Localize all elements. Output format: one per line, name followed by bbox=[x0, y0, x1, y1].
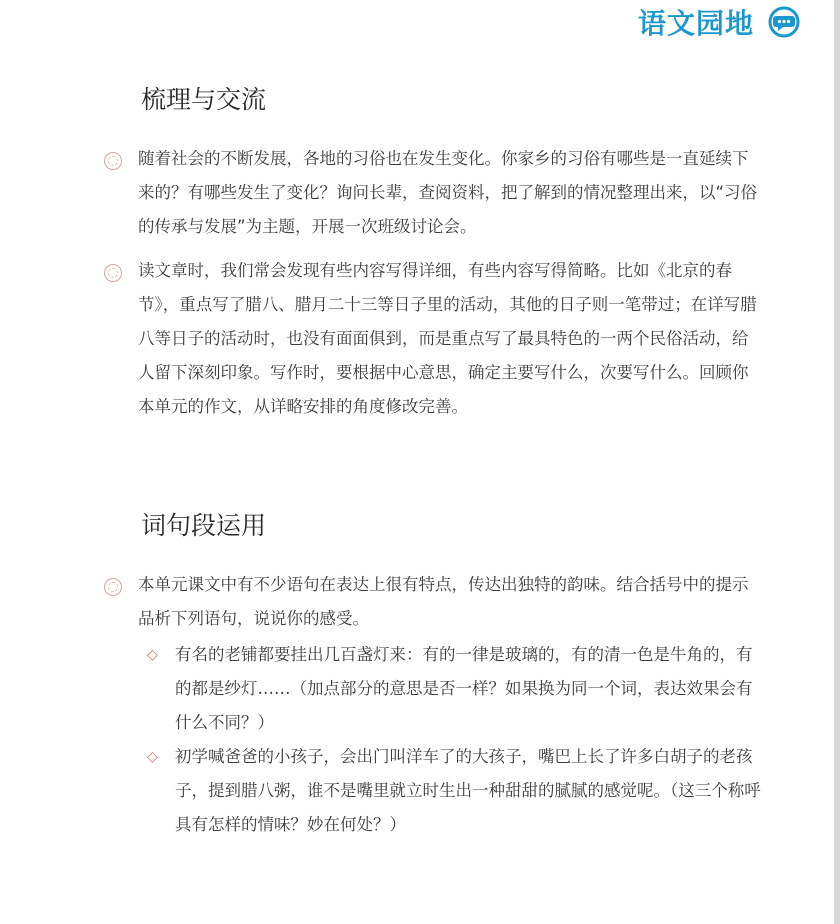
diamond-bullet-icon: ◇ bbox=[147, 647, 158, 663]
quote-prompt: （加点部分的意思是否一样？如果换为同一个词，表达效果会有什么不同？） bbox=[175, 679, 753, 732]
section-heading-usage: 词句段运用 bbox=[141, 511, 267, 540]
seal-bullet-icon bbox=[104, 152, 122, 170]
quote-item bbox=[175, 638, 765, 740]
header-title: 语文园地 bbox=[637, 7, 754, 40]
quote-sentence: 初学喊爸爸的小孩子，会出门叫洋车了的大孩子，嘴巴上长了许多白胡子的老孩子，提到腊八粥，谁不是嘴里就立时生出一种甜甜的腻腻的感觉呢。 bbox=[175, 747, 753, 800]
seal-bullet-icon bbox=[104, 264, 122, 282]
speech-bubble-icon bbox=[768, 6, 800, 38]
paragraph-detail-brief: 读文章时，我们常会发现有些内容写得详细，有些内容写得简略。比如《北京的春节》，重点写了腊八、腊月二十三等日子里的活动，其他的日子则一笔带过；在详写腊八等日子的活动时，也没有面面俱到，而是重点写了最具特色的一两个民俗活动，给人留下深刻印象。写作时，要根据中心意思，确定主要写什么，次要写什么。回顾你本单元的作文，从详略安排的角度修改完善。 bbox=[138, 261, 757, 416]
quote-sentence: 有名的老铺都要挂出几百盏灯来：有的一律是玻璃的，有的清一色是牛角的，有的都是纱灯…… bbox=[175, 645, 753, 698]
paragraph-customs: 随着社会的不断发展，各地的习俗也在发生变化。你家乡的习俗有哪些是一直延续下来的？有哪些发生了变化？询问长辈，查阅资料，把了解到的情况整理出来，以“习俗的传承与发展”为主题，开展一次班级讨论会。 bbox=[138, 149, 758, 236]
page-header bbox=[638, 2, 800, 42]
section-heading-review: 梳理与交流 bbox=[141, 85, 267, 114]
page-edge bbox=[834, 0, 840, 924]
diamond-bullet-icon: ◇ bbox=[147, 749, 158, 765]
paragraph-sentence-analysis: 本单元课文中有不少语句在表达上很有特点，传达出独特的韵味。结合括号中的提示品析下列语句，说说你的感受。 bbox=[138, 575, 749, 628]
seal-bullet-icon bbox=[104, 578, 122, 596]
quote-prompt: （这三个称呼具有怎样的情味？妙在何处？） bbox=[175, 781, 761, 834]
quote-item bbox=[175, 740, 765, 842]
